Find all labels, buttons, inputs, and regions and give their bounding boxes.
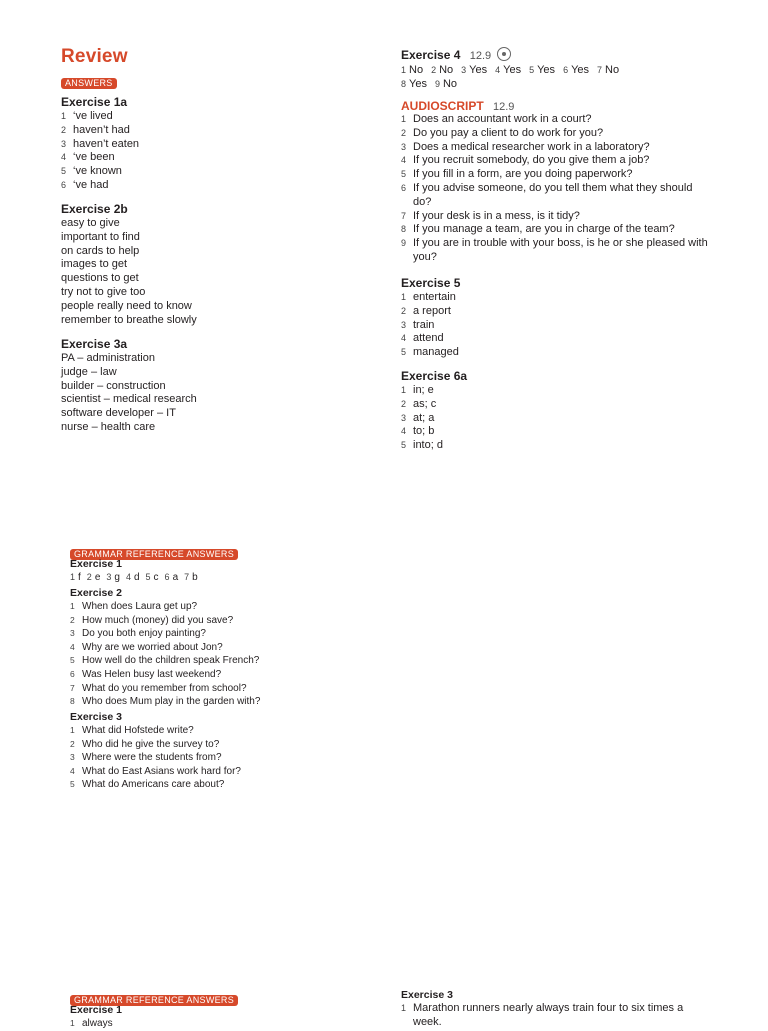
- answer-pair: [563, 64, 589, 76]
- exercise-3a-list: [61, 352, 197, 435]
- answer-pair: [184, 572, 198, 583]
- item-text: Who did he give the survey to?: [82, 738, 220, 750]
- item-number: 5: [145, 572, 151, 582]
- item-text: If you manage a team, are you in charge of the team?: [413, 223, 675, 236]
- answer-pair: [70, 572, 81, 583]
- item-text: What do you remember from school?: [82, 682, 247, 694]
- track-number: 12.9: [493, 101, 515, 113]
- item-text: When does Laura get up?: [82, 601, 198, 612]
- review-title: Review: [61, 46, 128, 67]
- item-text: How much (money) did you save?: [82, 614, 234, 626]
- item-text: No: [439, 64, 454, 76]
- exercise-heading: Exercise 3: [401, 989, 453, 1001]
- list-item: [401, 439, 467, 453]
- answer-pair: [529, 64, 555, 76]
- item-text: Yes: [409, 77, 427, 90]
- item-number: 1: [70, 1018, 75, 1028]
- item-text: What did Hofstede write?: [82, 725, 194, 736]
- item-text: No: [409, 64, 424, 76]
- item-text: ‘ve lived: [73, 110, 113, 122]
- exercise-4: [401, 47, 731, 92]
- list-item: [401, 305, 460, 319]
- item-number: 3: [106, 572, 112, 582]
- answer-pair: [401, 78, 427, 90]
- list-item: scientist – medical research: [61, 393, 197, 406]
- item-number: 5: [61, 166, 67, 177]
- item-number: 5: [70, 779, 75, 790]
- answer-pair: [495, 64, 521, 76]
- exercise-1a-list: [61, 110, 139, 193]
- exercise-heading: Exercise 3: [70, 711, 122, 723]
- item-number: 1: [70, 725, 75, 735]
- list-item: [401, 412, 467, 426]
- item-text: at; a: [413, 411, 435, 424]
- item-number: 4: [70, 765, 75, 776]
- list-item: [401, 237, 731, 265]
- list-item: [401, 141, 731, 155]
- item-text: e: [94, 572, 101, 583]
- grammar-exercise-2: [70, 587, 260, 709]
- item-number: 3: [401, 319, 407, 330]
- item-text: always: [82, 1018, 113, 1029]
- item-number: 1: [401, 292, 407, 302]
- list-item: [401, 319, 460, 333]
- list-item: [401, 332, 460, 346]
- item-text: Marathon runners nearly always train four to six times a week.: [413, 1002, 684, 1028]
- item-number: 2: [431, 65, 437, 75]
- list-item: easy to give: [61, 217, 120, 229]
- item-number: 3: [70, 752, 75, 763]
- item-number: 6: [164, 572, 170, 582]
- item-number: 2: [86, 572, 92, 582]
- item-number: 1: [401, 65, 407, 75]
- answer-pair: [146, 572, 159, 583]
- item-text: ‘ve known: [73, 165, 122, 178]
- item-text: If your desk is in a mess, is it tidy?: [413, 209, 580, 222]
- audioscript-heading: AUDIOSCRIPT: [401, 99, 484, 113]
- item-text: Was Helen busy last weekend?: [82, 668, 222, 680]
- list-item: [70, 668, 260, 682]
- list-item: [70, 695, 260, 709]
- item-text: in; e: [413, 384, 434, 396]
- exercise-5-list: [401, 291, 460, 360]
- item-text: d: [133, 572, 140, 583]
- list-item: [70, 614, 260, 628]
- list-item: [70, 641, 260, 655]
- item-text: Who does Mum play in the garden with?: [82, 696, 261, 708]
- item-number: 4: [401, 333, 407, 344]
- list-item: [61, 165, 139, 179]
- item-text: g: [114, 572, 120, 583]
- track-number: 12.9: [469, 50, 492, 62]
- list-item: people really need to know: [61, 299, 192, 312]
- item-number: 1: [401, 1003, 407, 1013]
- cd-icon: [497, 47, 511, 61]
- list-item: [401, 425, 467, 439]
- item-number: 2: [401, 127, 407, 138]
- item-number: 9: [401, 238, 407, 249]
- list-item: [70, 682, 260, 696]
- exercise-5: [401, 276, 460, 360]
- list-item: [61, 179, 139, 193]
- item-text: Yes: [503, 64, 522, 76]
- item-number: 3: [401, 141, 407, 152]
- item-text: Do you both enjoy painting?: [82, 628, 206, 640]
- answers-badge: [61, 73, 117, 91]
- exercise-heading: Exercise 1a: [61, 95, 128, 109]
- item-number: 4: [495, 65, 501, 75]
- item-text: Yes: [469, 64, 488, 76]
- item-text: train: [413, 318, 435, 331]
- list-item: [401, 113, 731, 127]
- item-number: 1: [401, 385, 407, 395]
- item-number: 5: [401, 169, 407, 180]
- list-item: [401, 398, 467, 412]
- list-item: [401, 1002, 711, 1030]
- list-item: [70, 738, 241, 752]
- answer-pair: [106, 572, 120, 583]
- exercise-heading: Exercise 1: [70, 558, 122, 570]
- item-number: 8: [401, 224, 407, 235]
- list-item: [401, 223, 731, 237]
- answers-badge-label: ANSWERS: [61, 78, 117, 89]
- item-number: 6: [70, 668, 75, 679]
- grammar-exercise-2-list: [70, 600, 260, 709]
- item-text: If you fill in a form, are you doing paperwork?: [413, 168, 633, 181]
- grammar-reference-badge-label: GRAMMAR REFERENCE ANSWERS: [70, 995, 238, 1006]
- item-text: as; c: [413, 397, 437, 410]
- item-text: haven’t had: [73, 123, 130, 136]
- item-text: a report: [413, 304, 451, 317]
- answer-pair: [431, 64, 453, 76]
- exercise-3a: [61, 337, 197, 435]
- list-item: [401, 210, 731, 224]
- exercise-4-row1: [401, 64, 731, 78]
- item-number: 7: [401, 210, 407, 221]
- list-item: [70, 654, 260, 668]
- item-number: 3: [401, 412, 407, 423]
- item-number: 2: [61, 124, 67, 135]
- exercise-heading: Exercise 5: [401, 276, 461, 290]
- item-text: a: [172, 572, 179, 583]
- list-item: [401, 154, 731, 168]
- item-text: entertain: [413, 291, 456, 303]
- item-number: 3: [461, 65, 467, 75]
- item-text: No: [605, 64, 620, 76]
- list-item: [70, 600, 260, 614]
- grammar-exercise-3: [70, 711, 241, 792]
- item-number: 7: [597, 65, 603, 75]
- item-text: Yes: [537, 64, 556, 76]
- audioscript: [401, 99, 731, 265]
- item-text: If you are in trouble with your boss, is he or she pleased with you?: [413, 237, 708, 263]
- list-item: [401, 384, 467, 398]
- answer-pair: [165, 572, 179, 583]
- grammar-exercise-1: [70, 558, 204, 585]
- item-text: Do you pay a client to do work for you?: [413, 126, 604, 139]
- list-item: [61, 124, 139, 138]
- item-number: 4: [61, 152, 67, 163]
- list-item: [70, 627, 260, 641]
- item-number: 1: [70, 572, 76, 582]
- item-number: 1: [61, 111, 67, 121]
- list-item: [401, 127, 731, 141]
- list-item: [401, 168, 731, 182]
- item-number: 1: [401, 114, 407, 124]
- list-item: [61, 138, 139, 152]
- list-item: judge – law: [61, 365, 117, 378]
- grammar2-exercise-1: [70, 1004, 122, 1031]
- item-number: 7: [70, 682, 75, 693]
- list-item: [401, 346, 460, 360]
- item-text: ‘ve been: [73, 151, 115, 164]
- exercise-heading: Exercise 4: [401, 48, 461, 62]
- answer-pair: [435, 78, 457, 90]
- list-item: [401, 182, 731, 210]
- item-text: How well do the children speak French?: [82, 655, 260, 667]
- exercise-heading: Exercise 2: [70, 587, 122, 599]
- answer-pair: [126, 572, 140, 583]
- item-text: Where were the students from?: [82, 752, 222, 764]
- item-number: 5: [529, 65, 535, 75]
- item-number: 9: [434, 78, 440, 89]
- exercise-2b-list: [61, 217, 197, 327]
- item-number: 2: [401, 398, 407, 409]
- list-item: on cards to help: [61, 244, 140, 257]
- item-number: 2: [70, 738, 75, 749]
- item-number: 3: [61, 138, 67, 149]
- item-text: What do East Asians work hard for?: [82, 765, 241, 777]
- item-text: If you advise someone, do you tell them what they should do?: [413, 181, 693, 208]
- item-text: What do Americans care about?: [82, 779, 225, 791]
- item-number: 8: [70, 696, 75, 707]
- item-text: f: [78, 572, 81, 583]
- item-text: Does an accountant work in a court?: [413, 113, 592, 125]
- item-number: 5: [401, 347, 407, 358]
- item-text: Does a medical researcher work in a laboratory?: [413, 140, 650, 153]
- list-item: [70, 751, 241, 765]
- item-text: c: [153, 572, 159, 583]
- exercise-heading: Exercise 6a: [401, 369, 468, 383]
- exercise-heading: Exercise 2b: [61, 202, 128, 216]
- item-text: No: [442, 77, 458, 90]
- exercise-2b: [61, 202, 197, 327]
- list-item: [70, 778, 241, 792]
- exercise-6a: [401, 369, 467, 453]
- item-text: to; b: [413, 425, 435, 438]
- item-number: 6: [563, 65, 569, 75]
- item-number: 4: [70, 641, 75, 652]
- exercise-heading: Exercise 1: [70, 1004, 122, 1016]
- list-item: remember to breathe slowly: [61, 313, 197, 326]
- item-number: 3: [70, 628, 75, 639]
- exercise-4-row2: [401, 78, 731, 92]
- exercise-heading: Exercise 3a: [61, 337, 128, 351]
- item-text: ‘ve had: [73, 178, 109, 191]
- item-text: haven’t eaten: [73, 137, 140, 150]
- item-number: 4: [401, 426, 407, 437]
- list-item: questions to get: [61, 272, 139, 285]
- grammar-exercise-1-row: [70, 571, 204, 585]
- item-number: 2: [70, 614, 75, 625]
- answer-pair: [401, 64, 423, 76]
- list-item: try not to give too: [61, 285, 146, 298]
- item-text: managed: [413, 346, 459, 359]
- answer-pair: [87, 572, 101, 583]
- item-number: 5: [401, 440, 407, 451]
- item-text: b: [192, 572, 198, 583]
- item-number: 8: [401, 78, 407, 89]
- answer-pair: [461, 64, 487, 76]
- item-number: 5: [70, 655, 75, 666]
- item-number: 4: [401, 155, 407, 166]
- item-text: If you recruit somebody, do you give them a job?: [413, 154, 650, 167]
- item-number: 1: [70, 601, 75, 611]
- list-item: nurse – health care: [61, 420, 156, 433]
- grammar-reference-badge-label: GRAMMAR REFERENCE ANSWERS: [70, 549, 238, 560]
- item-text: Yes: [571, 64, 590, 76]
- list-item: [61, 110, 139, 124]
- item-number: 6: [61, 179, 67, 190]
- list-item: [70, 765, 241, 779]
- list-item: [401, 291, 460, 305]
- list-item: [70, 724, 241, 738]
- list-item: images to get: [61, 258, 128, 271]
- list-item: [61, 151, 139, 165]
- item-number: 6: [401, 182, 407, 193]
- item-number: 4: [125, 572, 131, 582]
- list-item: software developer – IT: [61, 407, 176, 420]
- exercise-6a-list: [401, 384, 467, 453]
- item-text: attend: [413, 332, 444, 345]
- exercise-1a: [61, 95, 139, 193]
- item-number: 7: [184, 572, 190, 582]
- item-text: into; d: [413, 439, 443, 452]
- list-item: PA – administration: [61, 352, 155, 364]
- list-item: builder – construction: [61, 379, 166, 392]
- audioscript-list: [401, 113, 731, 265]
- item-text: Why are we worried about Jon?: [82, 641, 223, 653]
- item-number: 2: [401, 305, 407, 316]
- grammar-exercise-3-list: [70, 724, 241, 792]
- list-item: important to find: [61, 230, 140, 243]
- answer-pair: [597, 64, 619, 76]
